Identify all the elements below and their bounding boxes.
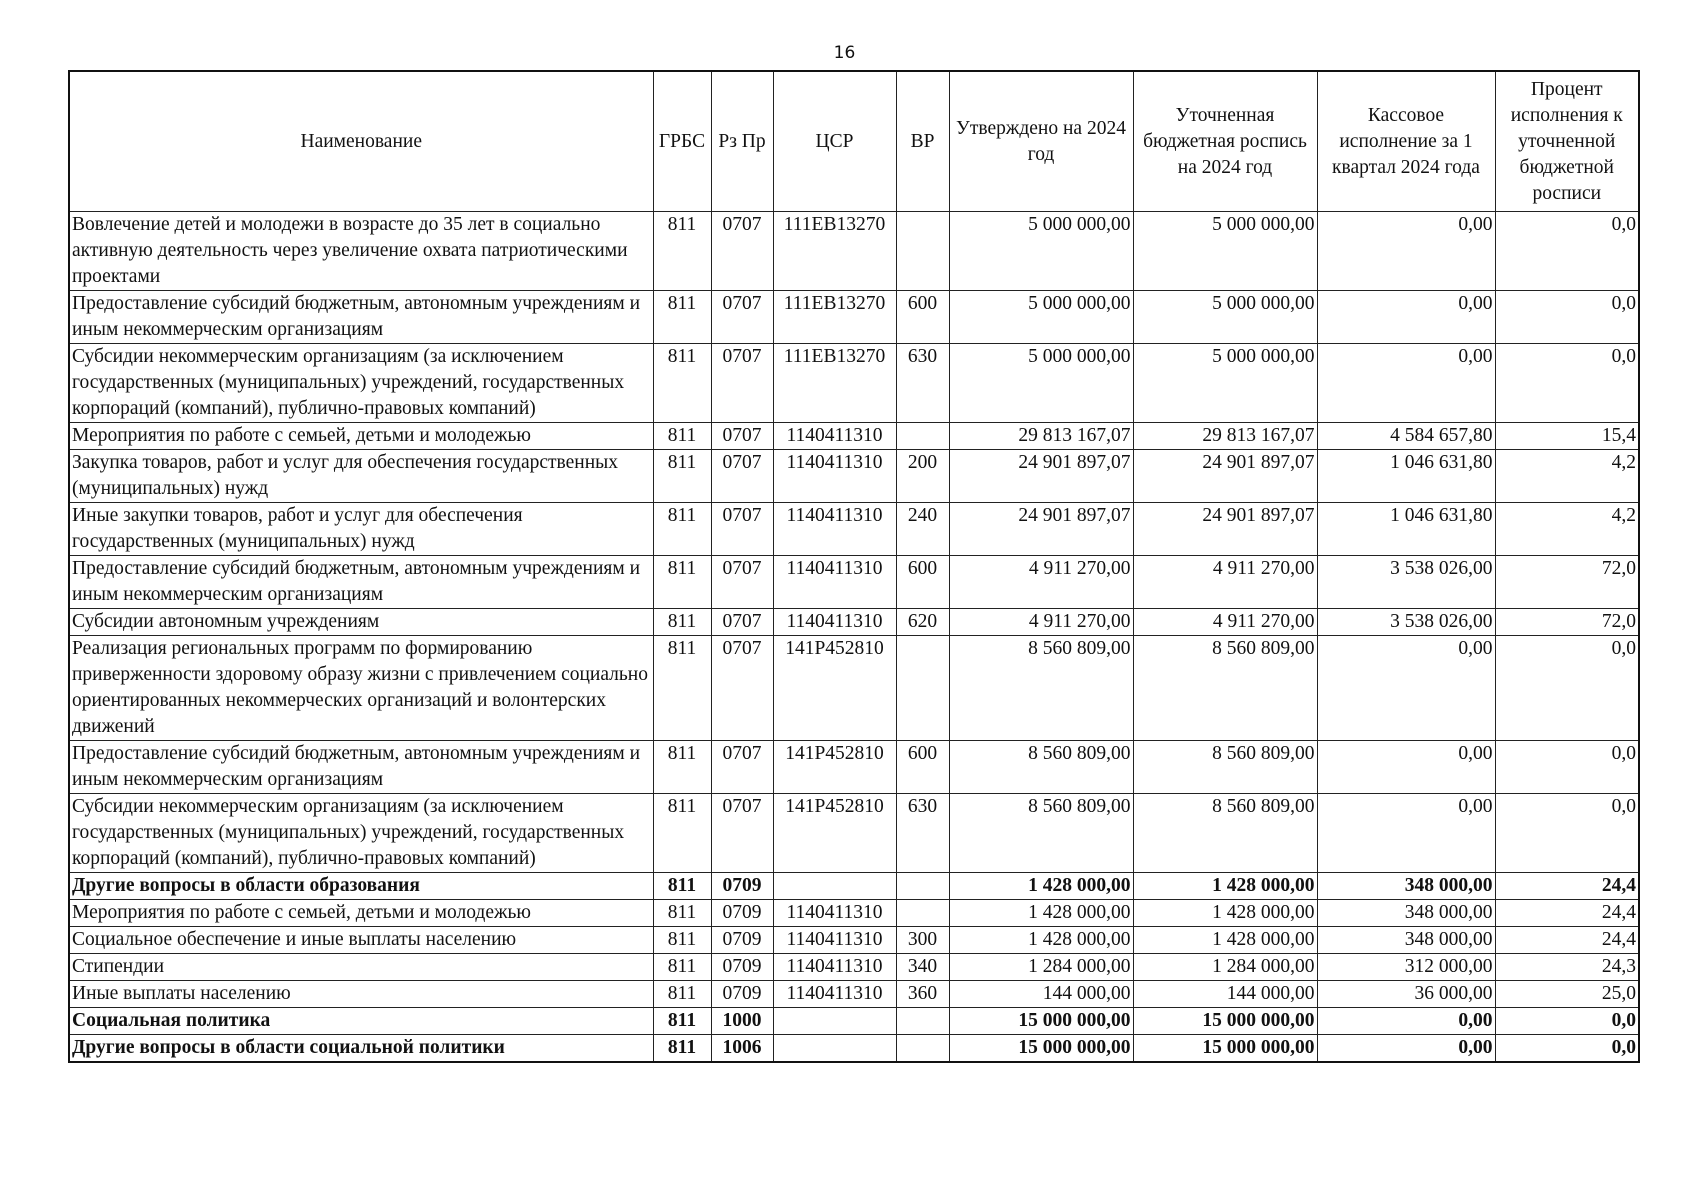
cell-csr: 1140411310 (773, 927, 896, 954)
cell-csr: 111EB13270 (773, 344, 896, 423)
cell-approved: 29 813 167,07 (949, 423, 1133, 450)
table-row (69, 609, 1639, 636)
cell-rz-pr: 0707 (711, 609, 773, 636)
cell-approved: 8 560 809,00 (949, 794, 1133, 873)
cell-name: Закупка товаров, работ и услуг для обеспечения государственных (муниципальных) нужд (69, 450, 653, 503)
header-refined-budget: Уточненная бюджетная роспись на 2024 год (1133, 71, 1317, 212)
cell-vr: 300 (896, 927, 949, 954)
cell-cash: 0,00 (1317, 212, 1495, 291)
table-row (69, 927, 1639, 954)
table-row (69, 1035, 1639, 1063)
cell-name: Предоставление субсидий бюджетным, автономным учреждениям и иным некоммерческим организациям (69, 556, 653, 609)
cell-csr (773, 1008, 896, 1035)
table-row (69, 503, 1639, 556)
cell-percent: 0,0 (1495, 794, 1639, 873)
cell-grbs: 811 (653, 1035, 711, 1063)
cell-csr (773, 1035, 896, 1063)
cell-csr: 1140411310 (773, 503, 896, 556)
cell-grbs: 811 (653, 981, 711, 1008)
cell-approved: 1 284 000,00 (949, 954, 1133, 981)
cell-name: Социальная политика (69, 1008, 653, 1035)
cell-grbs: 811 (653, 503, 711, 556)
cell-refined: 29 813 167,07 (1133, 423, 1317, 450)
cell-percent: 0,0 (1495, 741, 1639, 794)
cell-refined: 24 901 897,07 (1133, 503, 1317, 556)
cell-grbs: 811 (653, 450, 711, 503)
table-row (69, 873, 1639, 900)
cell-csr: 141P452810 (773, 636, 896, 741)
cell-vr (896, 212, 949, 291)
table-row (69, 212, 1639, 291)
cell-name: Вовлечение детей и молодежи в возрасте до 35 лет в социально активную деятельность через увеличение охвата патриотическими проектами (69, 212, 653, 291)
cell-percent: 15,4 (1495, 423, 1639, 450)
cell-refined: 1 428 000,00 (1133, 927, 1317, 954)
cell-rz-pr: 0707 (711, 636, 773, 741)
table-row (69, 1008, 1639, 1035)
page-number: 16 (833, 43, 856, 63)
cell-refined: 5 000 000,00 (1133, 344, 1317, 423)
cell-name: Предоставление субсидий бюджетным, автономным учреждениям и иным некоммерческим организациям (69, 291, 653, 344)
cell-percent: 24,4 (1495, 927, 1639, 954)
cell-rz-pr: 0707 (711, 556, 773, 609)
table-row (69, 954, 1639, 981)
cell-csr: 111EB13270 (773, 291, 896, 344)
cell-rz-pr: 1000 (711, 1008, 773, 1035)
cell-refined: 1 428 000,00 (1133, 873, 1317, 900)
cell-csr: 1140411310 (773, 900, 896, 927)
cell-percent: 0,0 (1495, 212, 1639, 291)
cell-csr: 1140411310 (773, 609, 896, 636)
cell-percent: 24,3 (1495, 954, 1639, 981)
cell-name: Субсидии некоммерческим организациям (за исключением государственных (муниципальных) учреждений, государственных корпораций (компаний), публично-правовых компаний) (69, 344, 653, 423)
cell-approved: 1 428 000,00 (949, 927, 1133, 954)
cell-cash: 0,00 (1317, 1008, 1495, 1035)
cell-grbs: 811 (653, 636, 711, 741)
cell-cash: 312 000,00 (1317, 954, 1495, 981)
cell-percent: 0,0 (1495, 1035, 1639, 1063)
cell-percent: 72,0 (1495, 556, 1639, 609)
cell-cash: 4 584 657,80 (1317, 423, 1495, 450)
table-row (69, 741, 1639, 794)
cell-percent: 4,2 (1495, 503, 1639, 556)
cell-approved: 15 000 000,00 (949, 1008, 1133, 1035)
cell-vr: 630 (896, 344, 949, 423)
cell-refined: 24 901 897,07 (1133, 450, 1317, 503)
cell-rz-pr: 0707 (711, 503, 773, 556)
cell-csr: 1140411310 (773, 954, 896, 981)
cell-approved: 24 901 897,07 (949, 503, 1133, 556)
cell-rz-pr: 0707 (711, 212, 773, 291)
cell-cash: 1 046 631,80 (1317, 503, 1495, 556)
table-row (69, 636, 1639, 741)
cell-name: Субсидии некоммерческим организациям (за исключением государственных (муниципальных) учреждений, государственных корпораций (компаний), публично-правовых компаний) (69, 794, 653, 873)
header-rz-pr: Рз Пр (711, 71, 773, 212)
cell-grbs: 811 (653, 344, 711, 423)
cell-vr: 200 (896, 450, 949, 503)
cell-approved: 1 428 000,00 (949, 873, 1133, 900)
table-row (69, 556, 1639, 609)
header-approved: Утверждено на 2024 год (949, 71, 1133, 212)
table-row (69, 450, 1639, 503)
cell-rz-pr: 0707 (711, 291, 773, 344)
cell-approved: 24 901 897,07 (949, 450, 1133, 503)
cell-cash: 0,00 (1317, 636, 1495, 741)
cell-name: Другие вопросы в области социальной политики (69, 1035, 653, 1063)
cell-cash: 0,00 (1317, 344, 1495, 423)
cell-vr (896, 423, 949, 450)
table-body (69, 212, 1639, 1063)
cell-csr: 1140411310 (773, 423, 896, 450)
cell-percent: 0,0 (1495, 1008, 1639, 1035)
cell-grbs: 811 (653, 873, 711, 900)
cell-name: Иные закупки товаров, работ и услуг для обеспечения государственных (муниципальных) нужд (69, 503, 653, 556)
cell-approved: 144 000,00 (949, 981, 1133, 1008)
cell-vr: 620 (896, 609, 949, 636)
cell-csr: 141P452810 (773, 741, 896, 794)
cell-cash: 0,00 (1317, 794, 1495, 873)
cell-name: Другие вопросы в области образования (69, 873, 653, 900)
cell-name: Реализация региональных программ по формированию приверженности здоровому образу жизни с привлечением социально ориентированных некоммерческих организаций и волонтерских движений (69, 636, 653, 741)
cell-name: Мероприятия по работе с семьей, детьми и молодежью (69, 423, 653, 450)
cell-percent: 24,4 (1495, 873, 1639, 900)
cell-refined: 5 000 000,00 (1133, 291, 1317, 344)
cell-rz-pr: 0709 (711, 927, 773, 954)
table-row (69, 344, 1639, 423)
cell-csr: 1140411310 (773, 981, 896, 1008)
budget-table (68, 70, 1640, 1063)
cell-vr: 600 (896, 741, 949, 794)
cell-grbs: 811 (653, 794, 711, 873)
cell-vr: 240 (896, 503, 949, 556)
header-row (69, 71, 1639, 212)
cell-grbs: 811 (653, 609, 711, 636)
cell-rz-pr: 0709 (711, 981, 773, 1008)
cell-refined: 4 911 270,00 (1133, 556, 1317, 609)
cell-grbs: 811 (653, 556, 711, 609)
cell-vr: 360 (896, 981, 949, 1008)
cell-cash: 3 538 026,00 (1317, 556, 1495, 609)
cell-vr (896, 1008, 949, 1035)
cell-name: Стипендии (69, 954, 653, 981)
cell-csr: 1140411310 (773, 556, 896, 609)
cell-refined: 15 000 000,00 (1133, 1008, 1317, 1035)
cell-refined: 15 000 000,00 (1133, 1035, 1317, 1063)
cell-percent: 0,0 (1495, 636, 1639, 741)
cell-refined: 8 560 809,00 (1133, 636, 1317, 741)
cell-percent: 24,4 (1495, 900, 1639, 927)
cell-grbs: 811 (653, 212, 711, 291)
table-row (69, 423, 1639, 450)
cell-grbs: 811 (653, 741, 711, 794)
header-name: Наименование (69, 71, 653, 212)
table-row (69, 981, 1639, 1008)
cell-refined: 8 560 809,00 (1133, 741, 1317, 794)
cell-approved: 4 911 270,00 (949, 556, 1133, 609)
cell-cash: 348 000,00 (1317, 900, 1495, 927)
cell-approved: 5 000 000,00 (949, 291, 1133, 344)
cell-grbs: 811 (653, 927, 711, 954)
cell-rz-pr: 0707 (711, 344, 773, 423)
cell-refined: 1 428 000,00 (1133, 900, 1317, 927)
header-cash-execution: Кассовое исполнение за 1 квартал 2024 года (1317, 71, 1495, 212)
cell-percent: 0,0 (1495, 344, 1639, 423)
cell-approved: 8 560 809,00 (949, 636, 1133, 741)
table-row (69, 291, 1639, 344)
cell-rz-pr: 0707 (711, 423, 773, 450)
cell-approved: 1 428 000,00 (949, 900, 1133, 927)
cell-percent: 4,2 (1495, 450, 1639, 503)
table-row (69, 794, 1639, 873)
cell-refined: 8 560 809,00 (1133, 794, 1317, 873)
cell-name: Субсидии автономным учреждениям (69, 609, 653, 636)
cell-vr (896, 873, 949, 900)
cell-rz-pr: 0709 (711, 873, 773, 900)
cell-csr: 1140411310 (773, 450, 896, 503)
header-grbs: ГРБС (653, 71, 711, 212)
cell-csr (773, 873, 896, 900)
cell-refined: 5 000 000,00 (1133, 212, 1317, 291)
cell-grbs: 811 (653, 291, 711, 344)
cell-vr (896, 900, 949, 927)
cell-cash: 3 538 026,00 (1317, 609, 1495, 636)
cell-refined: 4 911 270,00 (1133, 609, 1317, 636)
cell-cash: 1 046 631,80 (1317, 450, 1495, 503)
cell-rz-pr: 0709 (711, 900, 773, 927)
cell-cash: 348 000,00 (1317, 927, 1495, 954)
cell-approved: 15 000 000,00 (949, 1035, 1133, 1063)
cell-rz-pr: 0707 (711, 450, 773, 503)
cell-grbs: 811 (653, 423, 711, 450)
cell-rz-pr: 0707 (711, 794, 773, 873)
cell-refined: 1 284 000,00 (1133, 954, 1317, 981)
cell-csr: 111EB13270 (773, 212, 896, 291)
cell-percent: 72,0 (1495, 609, 1639, 636)
header-vr: ВР (896, 71, 949, 212)
cell-approved: 5 000 000,00 (949, 344, 1133, 423)
cell-grbs: 811 (653, 954, 711, 981)
cell-cash: 348 000,00 (1317, 873, 1495, 900)
cell-vr: 600 (896, 291, 949, 344)
cell-vr: 600 (896, 556, 949, 609)
cell-refined: 144 000,00 (1133, 981, 1317, 1008)
cell-grbs: 811 (653, 900, 711, 927)
cell-name: Предоставление субсидий бюджетным, автономным учреждениям и иным некоммерческим организациям (69, 741, 653, 794)
cell-vr: 340 (896, 954, 949, 981)
table-row (69, 900, 1639, 927)
cell-cash: 0,00 (1317, 291, 1495, 344)
cell-name: Иные выплаты населению (69, 981, 653, 1008)
cell-percent: 25,0 (1495, 981, 1639, 1008)
cell-rz-pr: 1006 (711, 1035, 773, 1063)
cell-vr (896, 1035, 949, 1063)
cell-vr (896, 636, 949, 741)
cell-name: Мероприятия по работе с семьей, детьми и молодежью (69, 900, 653, 927)
cell-csr: 141P452810 (773, 794, 896, 873)
cell-grbs: 811 (653, 1008, 711, 1035)
cell-cash: 0,00 (1317, 741, 1495, 794)
cell-approved: 5 000 000,00 (949, 212, 1133, 291)
cell-rz-pr: 0707 (711, 741, 773, 794)
cell-percent: 0,0 (1495, 291, 1639, 344)
cell-rz-pr: 0709 (711, 954, 773, 981)
cell-cash: 0,00 (1317, 1035, 1495, 1063)
cell-approved: 4 911 270,00 (949, 609, 1133, 636)
header-execution-percent: Процент исполнения к уточненной бюджетной росписи (1495, 71, 1639, 212)
cell-name: Социальное обеспечение и иные выплаты населению (69, 927, 653, 954)
cell-approved: 8 560 809,00 (949, 741, 1133, 794)
cell-cash: 36 000,00 (1317, 981, 1495, 1008)
header-csr: ЦСР (773, 71, 896, 212)
cell-vr: 630 (896, 794, 949, 873)
